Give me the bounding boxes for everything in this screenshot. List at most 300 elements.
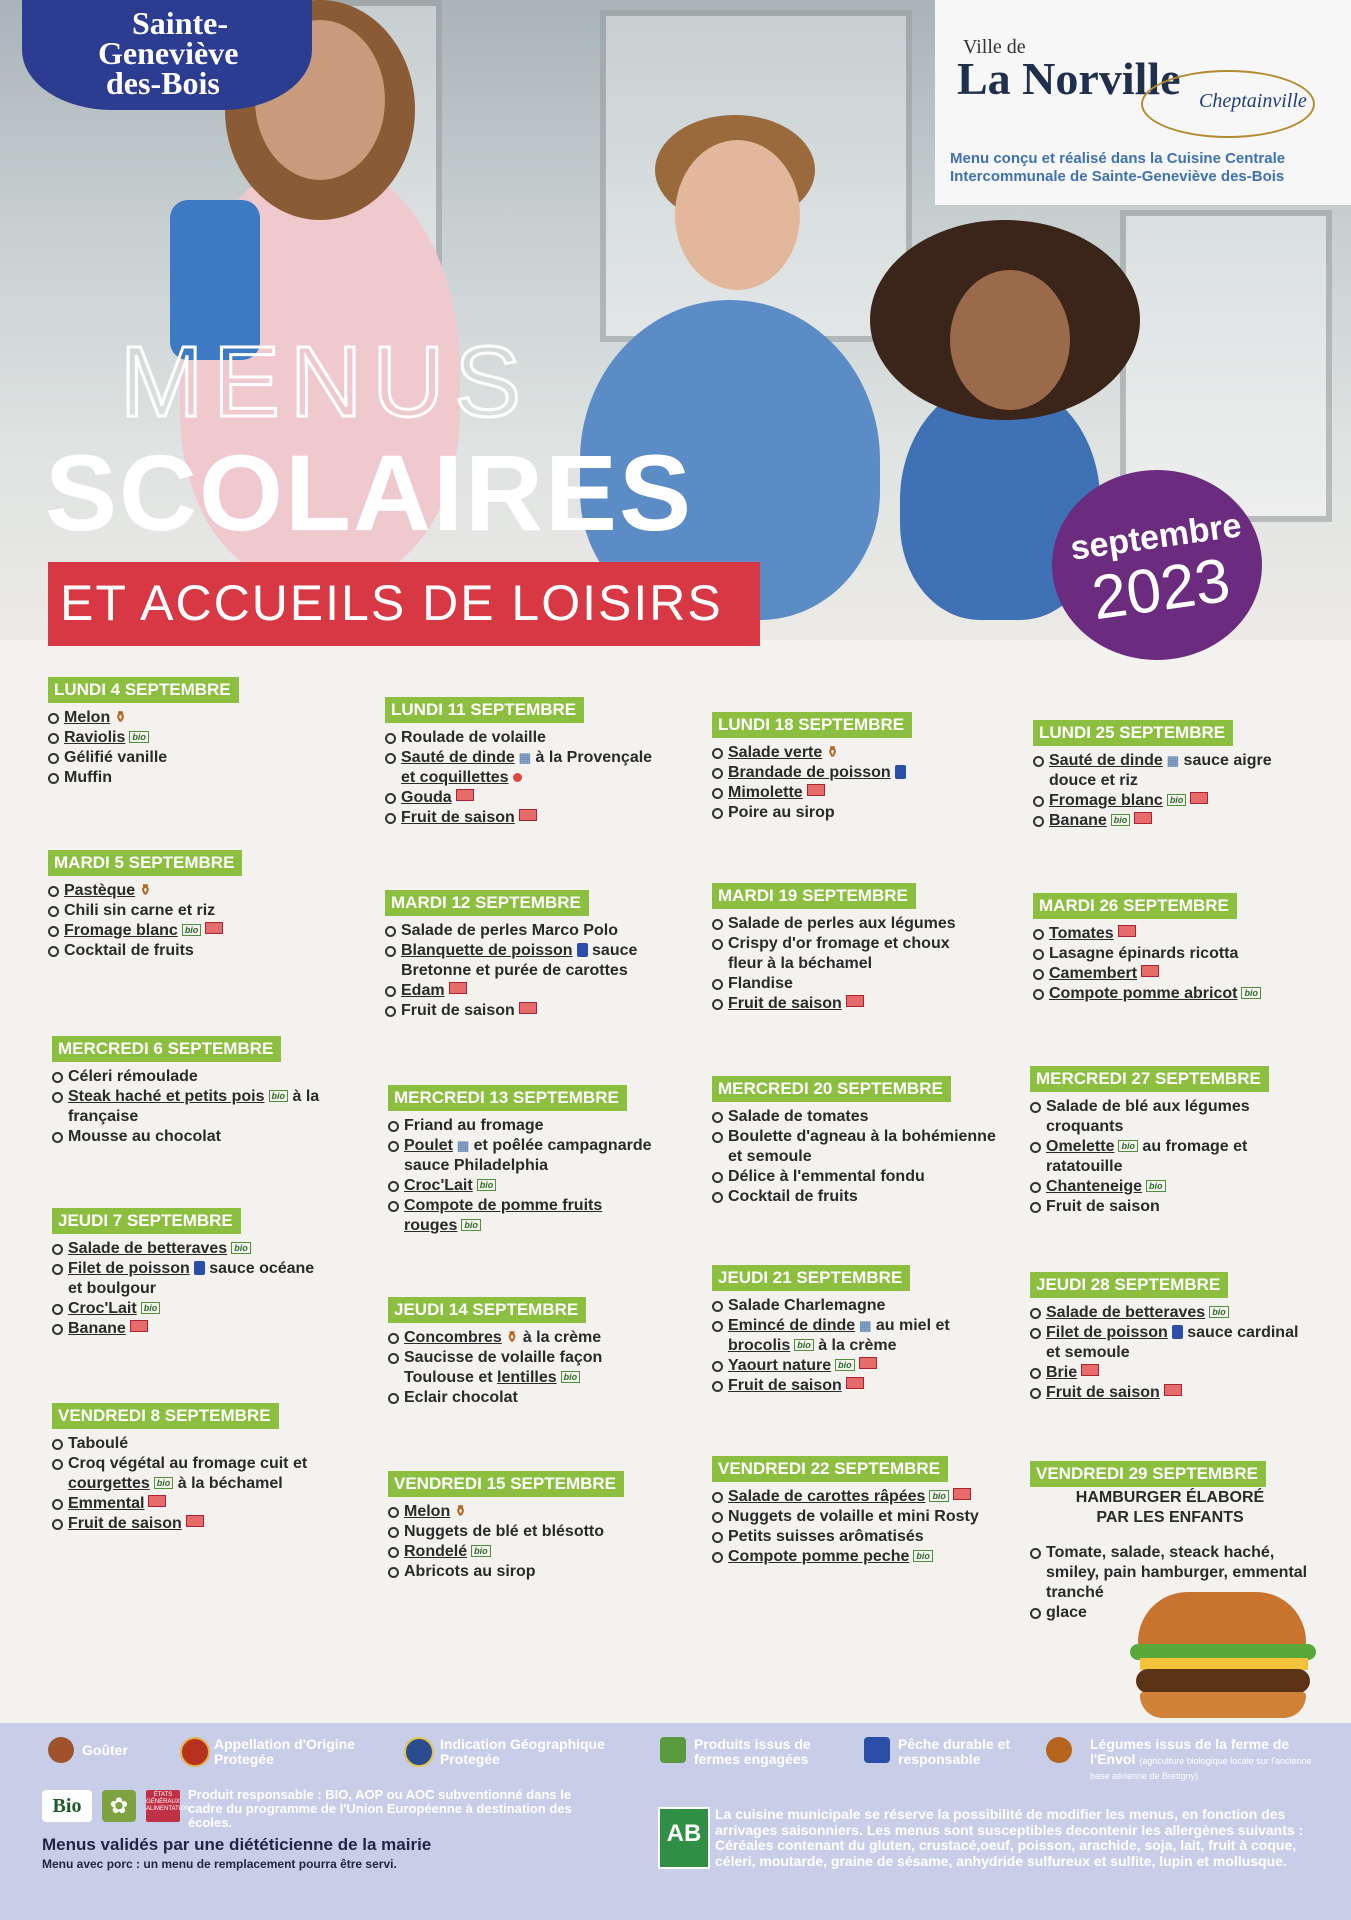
title-menus: MENUS	[120, 326, 532, 438]
menu-item	[712, 914, 1012, 934]
aop-icon	[953, 1488, 971, 1500]
menu-text: française	[68, 1108, 139, 1125]
menu-text: et semoule	[1046, 1344, 1130, 1361]
aop-icon	[846, 1377, 864, 1389]
menu-item	[712, 783, 1012, 803]
aop-icon	[1134, 812, 1152, 824]
bio-label-icon: bio	[1146, 1180, 1166, 1192]
menu-list	[712, 1296, 1012, 1396]
menu-text: à la Provençale	[535, 749, 653, 766]
menu-item	[712, 763, 1012, 783]
menu-text: et coquillettes	[401, 769, 509, 786]
menu-item	[1033, 811, 1333, 831]
menu-list	[52, 1067, 352, 1147]
day-header: MERCREDI 13 SEPTEMBRE	[388, 1085, 627, 1111]
menu-text: et poêlée campagnarde	[473, 1137, 652, 1154]
menu-text: et semoule	[728, 1148, 812, 1165]
menu-item	[712, 1487, 1012, 1507]
menu-text: Edam	[401, 982, 445, 999]
menu-text: Nuggets de blé et blésotto	[404, 1523, 605, 1540]
city-logo-line: des-Bois	[106, 65, 220, 101]
menu-text: au miel et	[875, 1317, 950, 1334]
menu-text: Banane	[68, 1320, 126, 1337]
menu-item	[1033, 771, 1333, 791]
menu-item	[52, 1514, 352, 1534]
menu-item	[1030, 1177, 1330, 1197]
city-logo-line: Geneviève	[98, 35, 239, 71]
menu-item	[712, 994, 1012, 1014]
menu-text: Salade de betteraves	[1046, 1304, 1206, 1321]
menu-text: Emincé de dinde	[728, 1317, 856, 1334]
peche-durable-icon	[194, 1261, 205, 1275]
menu-list	[52, 1434, 352, 1534]
menu-list	[388, 1328, 688, 1408]
menu-text: Gélifié vanille	[64, 749, 168, 766]
ab-logo-icon: AB	[658, 1807, 710, 1869]
menu-text: Fromage blanc	[64, 922, 178, 939]
menu-text: Fruit de saison	[1046, 1198, 1160, 1215]
menu-item	[712, 974, 1012, 994]
menu-text: à la béchamel	[177, 1475, 283, 1492]
menu-text: Rondelé	[404, 1543, 468, 1560]
menu-list	[388, 1116, 688, 1236]
menu-item	[52, 1279, 352, 1299]
menu-item	[388, 1368, 688, 1388]
menu-text: Compote de pomme fruits	[404, 1197, 603, 1214]
aop-icon	[148, 1495, 166, 1507]
menu-text: Fruit de saison	[401, 1002, 515, 1019]
aop-icon	[1118, 925, 1136, 937]
menu-item	[52, 1494, 352, 1514]
menu-text: Melon	[64, 709, 111, 726]
menu-text: à la	[292, 1088, 320, 1105]
aop-icon	[186, 1515, 204, 1527]
menu-text: Légumes issus de la ferme de l'Envol	[1090, 1736, 1290, 1767]
menu-item	[52, 1239, 352, 1259]
menu-item	[388, 1502, 688, 1522]
menu-item	[48, 921, 343, 941]
legend-peche: Pêche durable et responsable	[898, 1736, 1011, 1767]
menu-text: Croc'Lait	[404, 1177, 473, 1194]
menu-text: Tomates	[1049, 925, 1114, 942]
menu-text: Melon	[404, 1503, 451, 1520]
menu-item	[52, 1434, 352, 1454]
menu-text: Muffin	[64, 769, 112, 786]
bio-label-icon: bio	[154, 1477, 174, 1489]
menu-list	[48, 708, 343, 788]
ferme-engagee-icon	[660, 1737, 686, 1763]
day-header: LUNDI 18 SEPTEMBRE	[712, 712, 912, 738]
menu-item	[52, 1127, 352, 1147]
menu-list	[1033, 924, 1333, 1004]
eu-leaf-icon: ✿	[102, 1790, 136, 1822]
menu-item	[1030, 1323, 1330, 1343]
menu-item	[1030, 1363, 1330, 1383]
menu-day	[1030, 1066, 1330, 1217]
ferme-engagee-icon: ▦	[859, 1318, 872, 1333]
day-header: JEUDI 7 SEPTEMBRE	[52, 1208, 241, 1234]
menu-item	[48, 901, 343, 921]
menu-item	[385, 728, 685, 748]
menu-item	[52, 1319, 352, 1339]
menu-text: ratatouille	[1046, 1158, 1123, 1175]
menu-text: Fruit de saison	[728, 1377, 842, 1394]
menu-item	[385, 961, 685, 981]
menu-item	[712, 743, 1012, 763]
day-header: JEUDI 28 SEPTEMBRE	[1030, 1272, 1228, 1298]
ferme-engagee-icon: ▦	[456, 1138, 470, 1153]
hamburger-illustration	[1130, 1592, 1316, 1720]
menu-text: Concombres	[404, 1329, 502, 1346]
menu-text: Fruit de saison	[401, 809, 515, 826]
menu-text: Salade de blé aux légumes	[1046, 1098, 1250, 1115]
menu-day	[385, 890, 685, 1021]
day-header: JEUDI 14 SEPTEMBRE	[388, 1297, 586, 1323]
menu-item	[712, 803, 1012, 823]
menu-item	[385, 768, 685, 788]
menu-day	[388, 1471, 688, 1582]
menu-item	[1030, 1137, 1330, 1157]
aop-icon	[1081, 1364, 1099, 1376]
day-header: MERCREDI 6 SEPTEMBRE	[52, 1036, 281, 1062]
day-header: LUNDI 25 SEPTEMBRE	[1033, 720, 1233, 746]
menu-text: Lasagne épinards ricotta	[1049, 945, 1239, 962]
menu-item	[385, 921, 685, 941]
menu-text: à la crème	[522, 1329, 602, 1346]
aop-icon	[449, 982, 467, 994]
menu-text: sauce cardinal	[1187, 1324, 1299, 1341]
day-header: MERCREDI 27 SEPTEMBRE	[1030, 1066, 1269, 1092]
menu-item	[52, 1299, 352, 1319]
menu-item	[52, 1259, 352, 1279]
menu-text: Camembert	[1049, 965, 1138, 982]
menu-text: Croq végétal au fromage cuit et	[68, 1455, 308, 1472]
bio-label-icon: bio	[141, 1302, 161, 1314]
menu-item	[385, 748, 685, 768]
menu-text: Nuggets de volaille et mini Rosty	[728, 1508, 979, 1525]
menu-item	[712, 1507, 1012, 1527]
menu-text: Bretonne et purée de carottes	[401, 962, 628, 979]
menu-text: Fruit de saison	[728, 995, 842, 1012]
footer-legend	[0, 1723, 1351, 1920]
menu-text: Chanteneige	[1046, 1178, 1143, 1195]
menu-item	[1030, 1097, 1330, 1117]
menu-item	[52, 1087, 352, 1107]
aop-icon	[130, 1320, 148, 1332]
menu-text: sauce Philadelphia	[404, 1157, 549, 1174]
menu-item	[388, 1116, 688, 1136]
cheptainville-logo: Cheptainville	[1141, 70, 1315, 138]
menu-text: Brie	[1046, 1364, 1078, 1381]
day-header: MARDI 5 SEPTEMBRE	[48, 850, 242, 876]
menu-item	[1030, 1303, 1330, 1323]
menu-day	[48, 850, 343, 961]
menu-list	[1030, 1097, 1330, 1217]
menu-text: Poire au sirop	[728, 804, 835, 821]
menu-text: Fromage blanc	[1049, 792, 1163, 809]
day-header: MERCREDI 20 SEPTEMBRE	[712, 1076, 951, 1102]
menu-text: Céleri rémoulade	[68, 1068, 198, 1085]
menu-list	[385, 921, 685, 1021]
menu-text: courgettes	[68, 1475, 150, 1492]
menu-item	[1030, 1343, 1330, 1363]
badge-month: septembre	[1068, 506, 1244, 568]
allergens-disclaimer: La cuisine municipale se réserve la possibilité de modifier les menus, en fonction des arrivages saisonniers. Les menus sont susceptibles decontenir les allergènes suivants : Céréales contenant du gluten, crustacé,oeuf, poisson, arachide, soja, lait, fruit à coque, céleri, moutarde, graine de sésame, anhydride sulfureux et sulfite, lupin et mollusque.	[715, 1806, 1304, 1869]
menu-item	[1033, 944, 1333, 964]
menu-text: Taboulé	[68, 1435, 129, 1452]
menu-text: et boulgour	[68, 1280, 156, 1297]
menu-list	[1033, 751, 1333, 831]
menu-item	[712, 934, 1012, 954]
legend-aop: Appellation d'Origine Protegée	[214, 1736, 355, 1767]
menu-text: à la crème	[818, 1337, 897, 1354]
menu-item	[48, 941, 343, 961]
menu-item	[1033, 924, 1333, 944]
menu-item	[388, 1216, 688, 1236]
menu-text: Yaourt nature	[728, 1357, 832, 1374]
menu-text: au fromage et	[1142, 1138, 1248, 1155]
menu-item	[388, 1196, 688, 1216]
menu-text: Compote pomme abricot	[1049, 985, 1238, 1002]
menu-text: Emmental	[68, 1495, 145, 1512]
menu-day	[1030, 1272, 1330, 1403]
bio-label-icon: bio	[835, 1359, 855, 1371]
menu-text: lentilles	[497, 1369, 557, 1386]
menu-text: Blanquette de poisson	[401, 942, 573, 959]
legumes-envol-icon: ⚱	[454, 1503, 467, 1520]
norville-logo: La Norville	[957, 53, 1181, 104]
menu-item	[712, 1187, 1012, 1207]
menu-text: Salade de carottes râpées	[728, 1488, 926, 1505]
menu-text: Boulette d'agneau à la bohémienne	[728, 1128, 996, 1145]
norville-prefix: Ville de	[963, 36, 1026, 58]
gouter-icon	[48, 1737, 74, 1763]
legumes-envol-icon: ⚱	[114, 709, 127, 726]
menu-text: douce et riz	[1049, 772, 1138, 789]
bio-label-icon: bio	[1118, 1140, 1138, 1152]
aop-icon	[807, 784, 825, 796]
month-badge	[1052, 470, 1262, 660]
igp-icon	[404, 1737, 434, 1767]
menu-text: croquants	[1046, 1118, 1124, 1135]
menu-text: glace	[1046, 1604, 1087, 1621]
bio-label-icon: bio	[561, 1371, 581, 1383]
day-header: MARDI 26 SEPTEMBRE	[1033, 893, 1237, 919]
menu-item	[712, 1356, 1012, 1376]
subtitle-ribbon: ET ACCUEILS DE LOISIRS	[48, 562, 760, 646]
menu-item	[388, 1542, 688, 1562]
menu-item	[388, 1522, 688, 1542]
menu-text: Salade de perles Marco Polo	[401, 922, 618, 939]
hamburger-title: HAMBURGER ÉLABORÉ PAR LES ENFANTS	[1075, 1489, 1265, 1526]
menu-text: Sauté de dinde	[1049, 752, 1163, 769]
menu-list	[712, 914, 1012, 1014]
menu-list	[385, 728, 685, 828]
legumes-envol-icon: ⚱	[139, 882, 152, 899]
legumes-envol-icon	[1046, 1737, 1072, 1763]
aop-icon	[846, 995, 864, 1007]
legend-gouter: Goûter	[82, 1742, 128, 1758]
aop-icon	[1164, 1384, 1182, 1396]
menu-item	[388, 1176, 688, 1196]
menu-item	[48, 748, 343, 768]
menu-text: Sauté de dinde	[401, 749, 515, 766]
menu-text: Mousse au chocolat	[68, 1128, 221, 1145]
child-face	[675, 140, 800, 290]
aop-icon	[1190, 792, 1208, 804]
partner-subtitle: Menu conçu et réalisé dans la Cuisine Centrale Intercommunale de Sainte-Geneviève des-Bois	[950, 150, 1286, 185]
menu-item	[1033, 751, 1333, 771]
menu-item	[48, 708, 343, 728]
menu-item	[52, 1067, 352, 1087]
menu-text: Salade de tomates	[728, 1108, 869, 1125]
menu-list	[712, 1107, 1012, 1207]
menu-text: Roulade de volaille	[401, 729, 546, 746]
menu-day	[712, 1265, 1012, 1396]
peche-durable-icon	[1172, 1325, 1183, 1339]
menu-item	[712, 1147, 1012, 1167]
bio-label-icon: bio	[1209, 1306, 1229, 1318]
aop-icon	[859, 1357, 877, 1369]
menu-text: sauce	[592, 942, 638, 959]
city-logo-line: Sainte-	[132, 5, 228, 41]
menu-item	[712, 1107, 1012, 1127]
menu-text: Compote pomme peche	[728, 1548, 910, 1565]
bio-label-icon: bio	[129, 731, 149, 743]
menu-text: Filet de poisson	[1046, 1324, 1168, 1341]
menu-text: Banane	[1049, 812, 1107, 829]
menu-text: Filet de poisson	[68, 1260, 190, 1277]
menu-list	[712, 743, 1012, 823]
menu-list	[388, 1502, 688, 1582]
legumes-envol-icon: ⚱	[826, 744, 839, 761]
menu-text: Fruit de saison	[1046, 1384, 1160, 1401]
bio-label-icon: bio	[471, 1545, 491, 1557]
igp-icon	[513, 773, 522, 782]
peche-durable-icon	[895, 765, 906, 779]
bio-label-icon: bio	[1241, 987, 1261, 999]
menu-text: Salade de betteraves	[68, 1240, 228, 1257]
menu-item	[388, 1156, 688, 1176]
menu-item	[388, 1328, 688, 1348]
menu-text: Flandise	[728, 975, 793, 992]
menu-text: Saucisse de volaille façon	[404, 1349, 603, 1366]
bio-label-icon: bio	[182, 924, 202, 936]
menu-text: Délice à l'emmental fondu	[728, 1168, 925, 1185]
menu-item	[48, 728, 343, 748]
menu-item	[385, 808, 685, 828]
menu-text: fleur à la béchamel	[728, 955, 873, 972]
menu-text: sauce aigre	[1183, 752, 1272, 769]
validation-note: Menus validés par une diététicienne de la mairie	[42, 1835, 432, 1854]
menu-item	[1030, 1383, 1330, 1403]
aop-icon	[519, 809, 537, 821]
aop-icon	[205, 922, 223, 934]
menu-item	[1030, 1197, 1330, 1217]
aop-icon	[456, 789, 474, 801]
day-header: LUNDI 4 SEPTEMBRE	[48, 677, 239, 703]
menu-item	[712, 954, 1012, 974]
porc-note: Menu avec porc : un menu de remplacement pourra être servi.	[42, 1857, 397, 1871]
menu-item	[385, 788, 685, 808]
menu-day	[388, 1085, 688, 1236]
menu-text: Salade Charlemagne	[728, 1297, 886, 1314]
menu-item	[1030, 1157, 1330, 1177]
menu-item	[388, 1562, 688, 1582]
day-header: JEUDI 21 SEPTEMBRE	[712, 1265, 910, 1291]
title-scolaires: SCOLAIRES	[45, 432, 694, 553]
menu-day	[712, 712, 1012, 823]
bio-label-icon: bio	[929, 1490, 949, 1502]
legend-igp: Indication Géographique Protegée	[440, 1736, 605, 1767]
menu-day	[1033, 893, 1333, 1004]
day-header: VENDREDI 22 SEPTEMBRE	[712, 1456, 948, 1482]
menu-item	[712, 1167, 1012, 1187]
day-header: MARDI 12 SEPTEMBRE	[385, 890, 589, 916]
menu-item	[385, 981, 685, 1001]
bio-label-icon: bio	[794, 1339, 814, 1351]
menu-text: Friand au fromage	[404, 1117, 544, 1134]
badge-year: 2023	[1087, 545, 1235, 634]
menu-text: Brandade de poisson	[728, 764, 891, 781]
menu-item	[52, 1474, 352, 1494]
bio-label-icon: bio	[1167, 794, 1187, 806]
menu-day	[52, 1208, 352, 1339]
bio-label-icon: bio	[1111, 814, 1131, 826]
menu-item	[388, 1348, 688, 1368]
menu-text: Gouda	[401, 789, 452, 806]
menu-text: Tomate, salade, steack haché, smiley, pain hamburger, emmental tranché	[1046, 1544, 1308, 1601]
legend-envol	[1090, 1737, 1320, 1782]
bio-label-icon: bio	[477, 1179, 497, 1191]
day-header: VENDREDI 15 SEPTEMBRE	[388, 1471, 624, 1497]
produit-responsable-note: Produit responsable : BIO, AOP ou AOC subventionné dans le cadre du programme de l'Union Européenne à destination des écoles.	[188, 1787, 572, 1830]
menu-day	[385, 697, 685, 828]
menu-item	[48, 881, 343, 901]
menu-text: Croc'Lait	[68, 1300, 137, 1317]
menu-text: Cocktail de fruits	[64, 942, 194, 959]
menu-day	[1033, 720, 1333, 831]
menu-text: rouges	[404, 1217, 458, 1234]
day-header: VENDREDI 29 SEPTEMBRE	[1030, 1461, 1266, 1487]
day-header: VENDREDI 8 SEPTEMBRE	[52, 1403, 279, 1429]
menu-list	[712, 1487, 1012, 1567]
menu-item	[48, 768, 343, 788]
menu-text: Poulet	[404, 1137, 453, 1154]
bio-label-icon: bio	[269, 1090, 289, 1102]
menu-day	[712, 1456, 1012, 1567]
day-header: MARDI 19 SEPTEMBRE	[712, 883, 916, 909]
menu-text: (agriculture biologique locale sur l'ancienne base aérienne de Brétigny)	[1090, 1756, 1312, 1781]
menu-item	[712, 1336, 1012, 1356]
menu-text: Mimolette	[728, 784, 803, 801]
menu-item	[388, 1388, 688, 1408]
menu-text: Salade verte	[728, 744, 823, 761]
menu-item	[712, 1296, 1012, 1316]
menu-text: Raviolis	[64, 729, 126, 746]
menu-list	[1030, 1303, 1330, 1403]
city-logo	[22, 0, 312, 110]
menu-item	[388, 1136, 688, 1156]
menu-item	[385, 941, 685, 961]
aop-icon	[180, 1737, 210, 1767]
menu-text: Omelette	[1046, 1138, 1115, 1155]
legumes-envol-icon: ⚱	[505, 1329, 519, 1346]
menu-text: sauce océane	[209, 1260, 315, 1277]
peche-durable-icon	[864, 1737, 890, 1763]
menu-day	[48, 677, 343, 788]
bio-label-icon: bio	[461, 1219, 481, 1231]
